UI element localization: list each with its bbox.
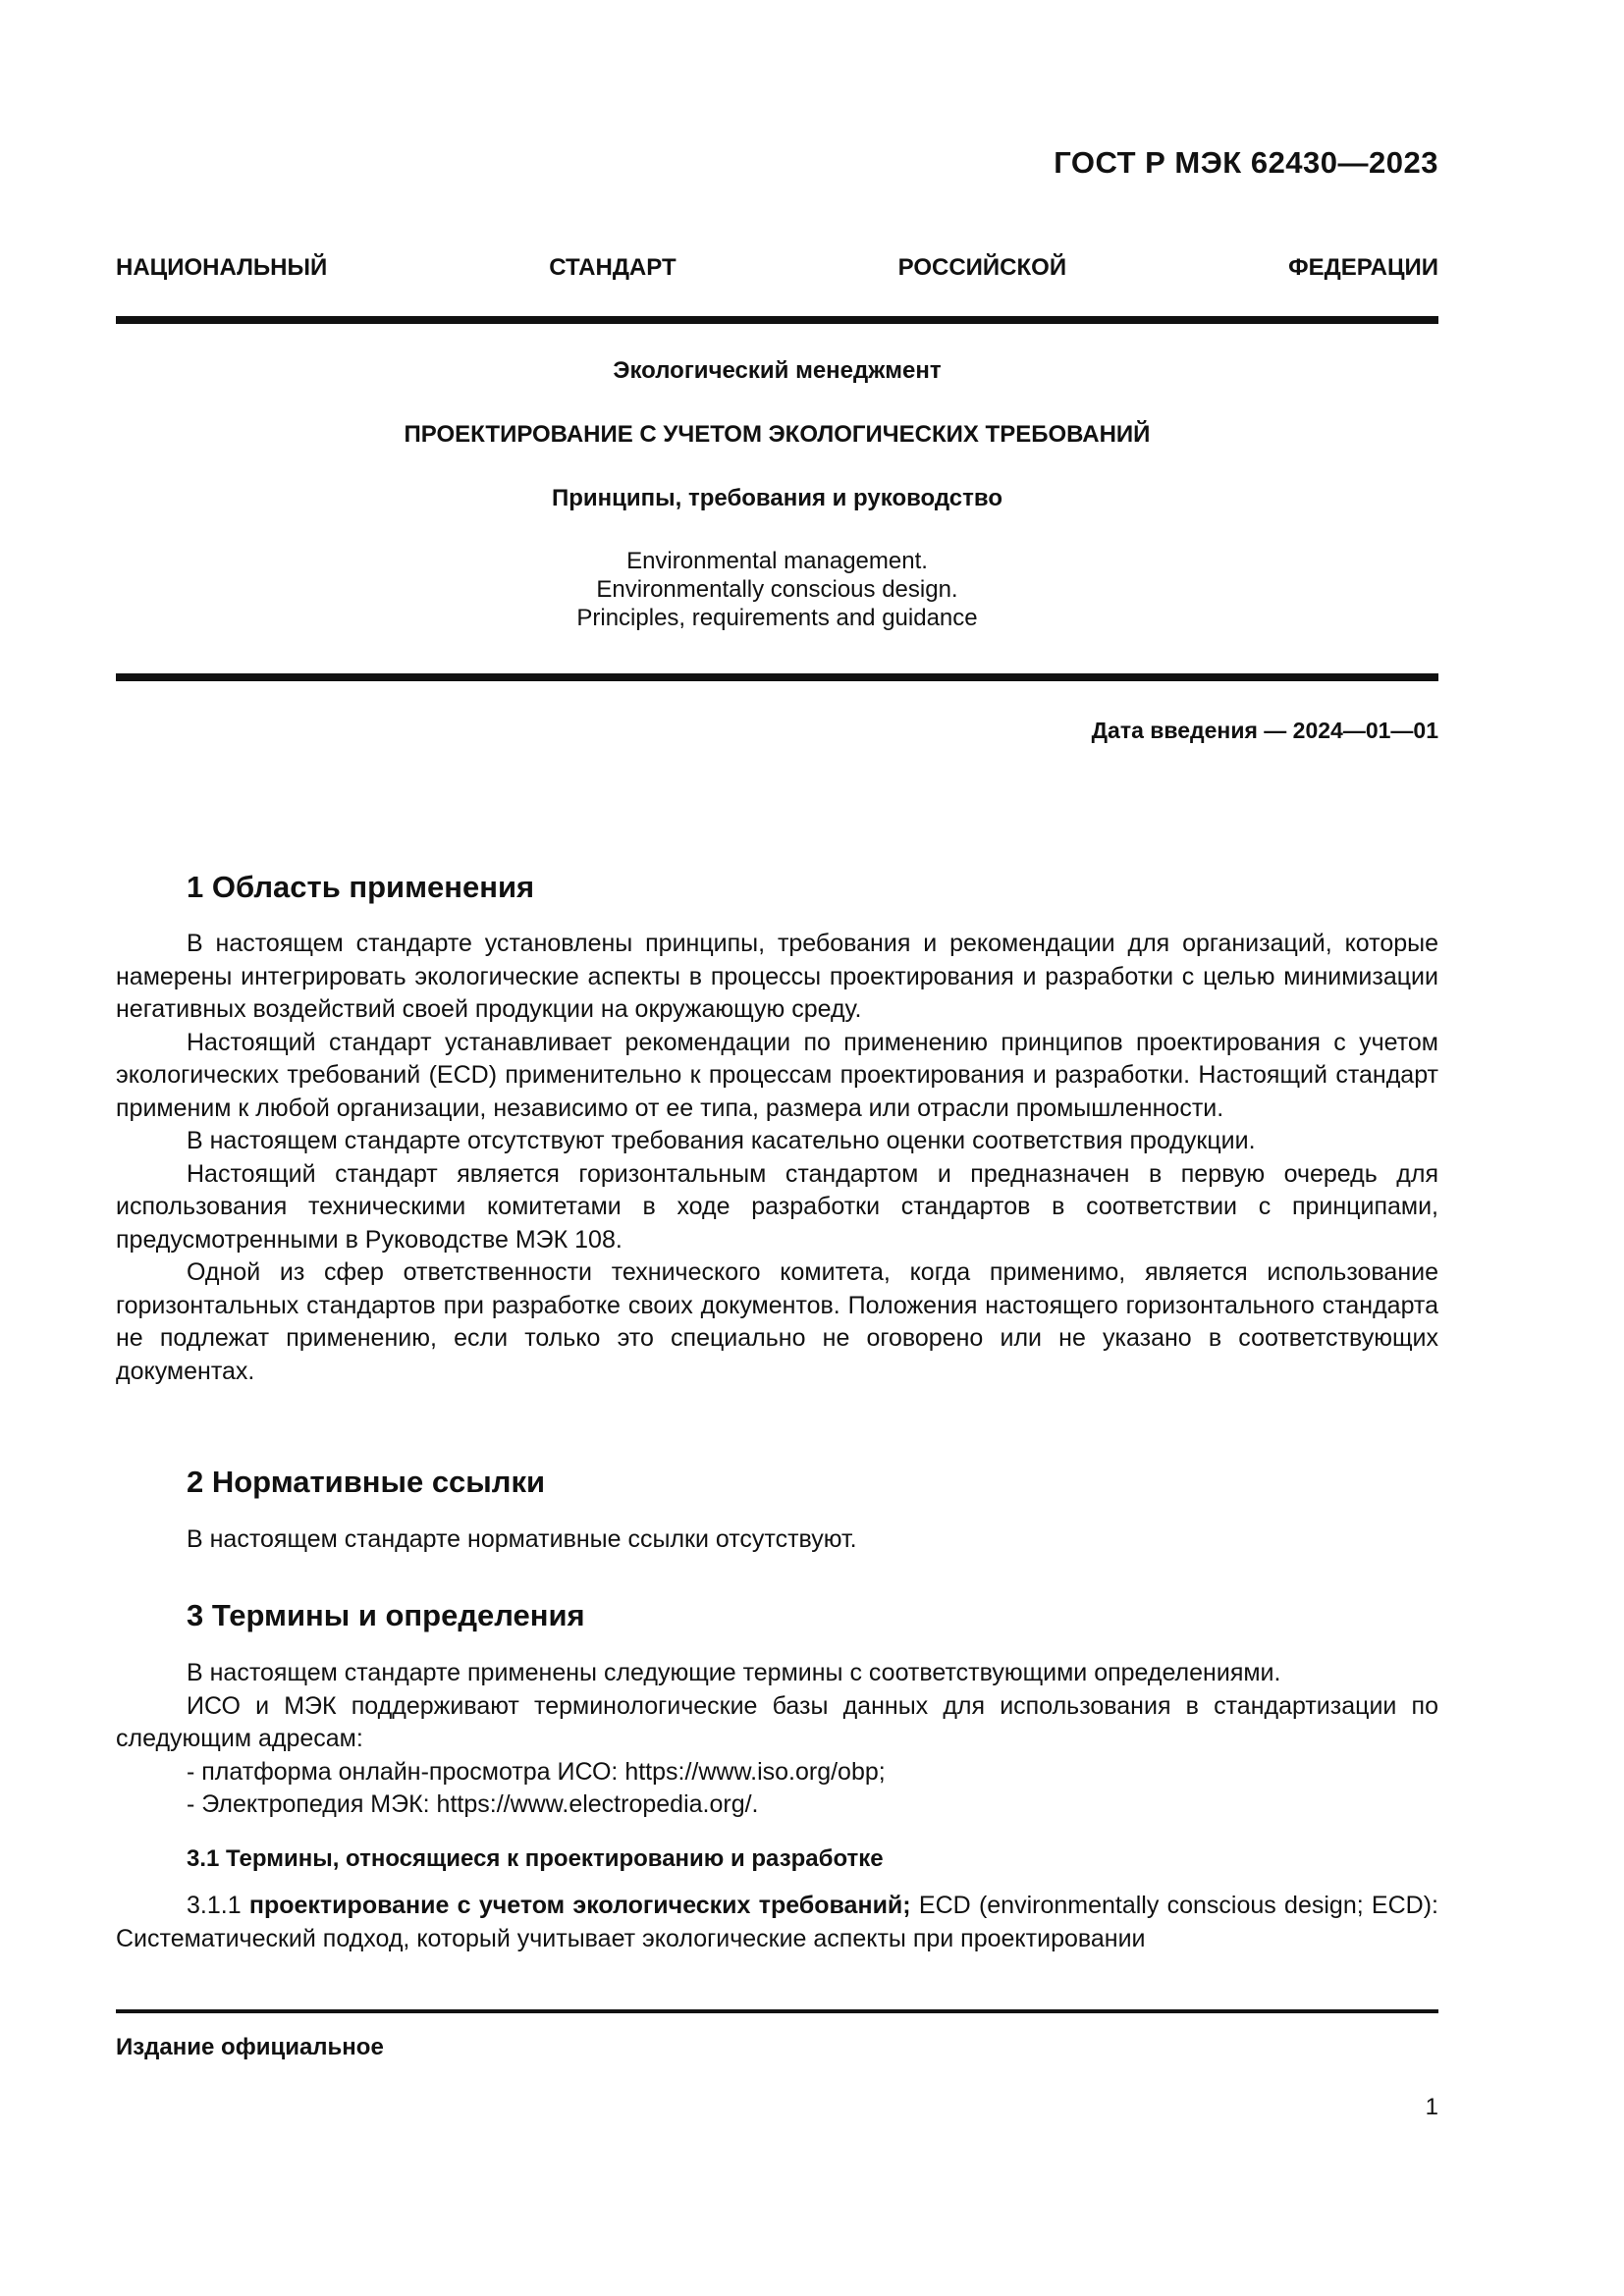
subsection-3-1-heading: 3.1 Термины, относящиеся к проектированию и разработке	[187, 1845, 884, 1872]
paragraph: Настоящий стандарт устанавливает рекомендации по применению принципов проектирования с учетом экологических требований (ECD) применительно к процессам проектирования и разработки. Настоящий стандарт применим к любой организации, независимо от ее типа, размера или отрасли промышленности.	[116, 1028, 1438, 1122]
paragraph: ИСО и МЭК поддерживают терминологические базы данных для использования в стандартизации по следующим адресам:	[116, 1691, 1438, 1752]
section-2-heading: 2 Нормативные ссылки	[187, 1465, 546, 1499]
section-2-body	[116, 1523, 1438, 1557]
introduction-date: Дата введения — 2024—01—01	[1091, 718, 1438, 743]
national-standard-banner: НАЦИОНАЛЬНЫЙ СТАНДАРТ РОССИЙСКОЙ ФЕДЕРАЦИИ	[116, 254, 1438, 281]
page-number: 1	[1425, 2094, 1438, 2120]
paragraph: В настоящем стандарте нормативные ссылки отсутствуют.	[187, 1525, 857, 1553]
paragraph: В настоящем стандарте применены следующие термины с соответствующими определениями.	[187, 1659, 1281, 1686]
section-1-body	[116, 928, 1438, 1388]
english-title	[116, 547, 1438, 632]
english-title-line-1: Environmental management.	[626, 548, 928, 574]
title-line-2: ПРОЕКТИРОВАНИЕ С УЧЕТОМ ЭКОЛОГИЧЕСКИХ ТРЕБОВАНИЙ	[404, 421, 1151, 448]
title-rule	[116, 673, 1438, 681]
section-3-body	[116, 1657, 1438, 1822]
official-edition-label: Издание официальное	[116, 2034, 384, 2060]
standard-designation: ГОСТ Р МЭК 62430—2023	[1054, 145, 1438, 180]
term-definition	[116, 1890, 1438, 1955]
paragraph: В настоящем стандарте отсутствуют требования касательно оценки соответствия продукции.	[187, 1127, 1256, 1154]
paragraph: Настоящий стандарт является горизонтальным стандартом и предназначен в первую очередь для использования техническими комитетами в ходе разработки стандартов в соответствии с принципами, предусмотренными в Руководстве МЭК 108.	[116, 1159, 1438, 1254]
list-item: - платформа онлайн-просмотра ИСО: https://www.iso.org/obp;	[187, 1757, 886, 1786]
english-title-line-3: Principles, requirements and guidance	[576, 605, 978, 631]
english-title-line-2: Environmentally conscious design.	[596, 576, 958, 603]
term-definition-text: ECD (environmentally conscious design; ECD): Систематический подход, который учитывает экологические аспекты при проектировании	[116, 1892, 1438, 1952]
title-line-3: Принципы, требования и руководство	[552, 485, 1002, 511]
section-1-heading: 1 Область применения	[187, 870, 535, 904]
list-item: - Электропедия МЭК: https://www.electropedia.org/.	[187, 1790, 759, 1818]
term-number: 3.1.1	[187, 1892, 242, 1919]
paragraph: В настоящем стандарте установлены принципы, требования и рекомендации для организаций, которые намерены интегрировать экологические аспекты в процессы проектирования и разработки с целью минимизации негативных воздействий своей продукции на окружающую среду.	[116, 930, 1438, 1023]
title-line-1: Экологический менеджмент	[613, 357, 942, 384]
paragraph: Одной из сфер ответственности технического комитета, когда применимо, является использование горизонтальных стандартов при разработке своих документов. Положения настоящего горизонтального стандарта не подлежат применению, если только это специально не оговорено или не указано в соответствующих документах.	[116, 1258, 1438, 1385]
term-3-1-1	[116, 1890, 1438, 1955]
term-name: проектирование с учетом экологических требований;	[248, 1892, 911, 1919]
footer-rule	[116, 2009, 1438, 2013]
header-rule	[116, 316, 1438, 324]
section-3-heading: 3 Термины и определения	[187, 1598, 585, 1632]
